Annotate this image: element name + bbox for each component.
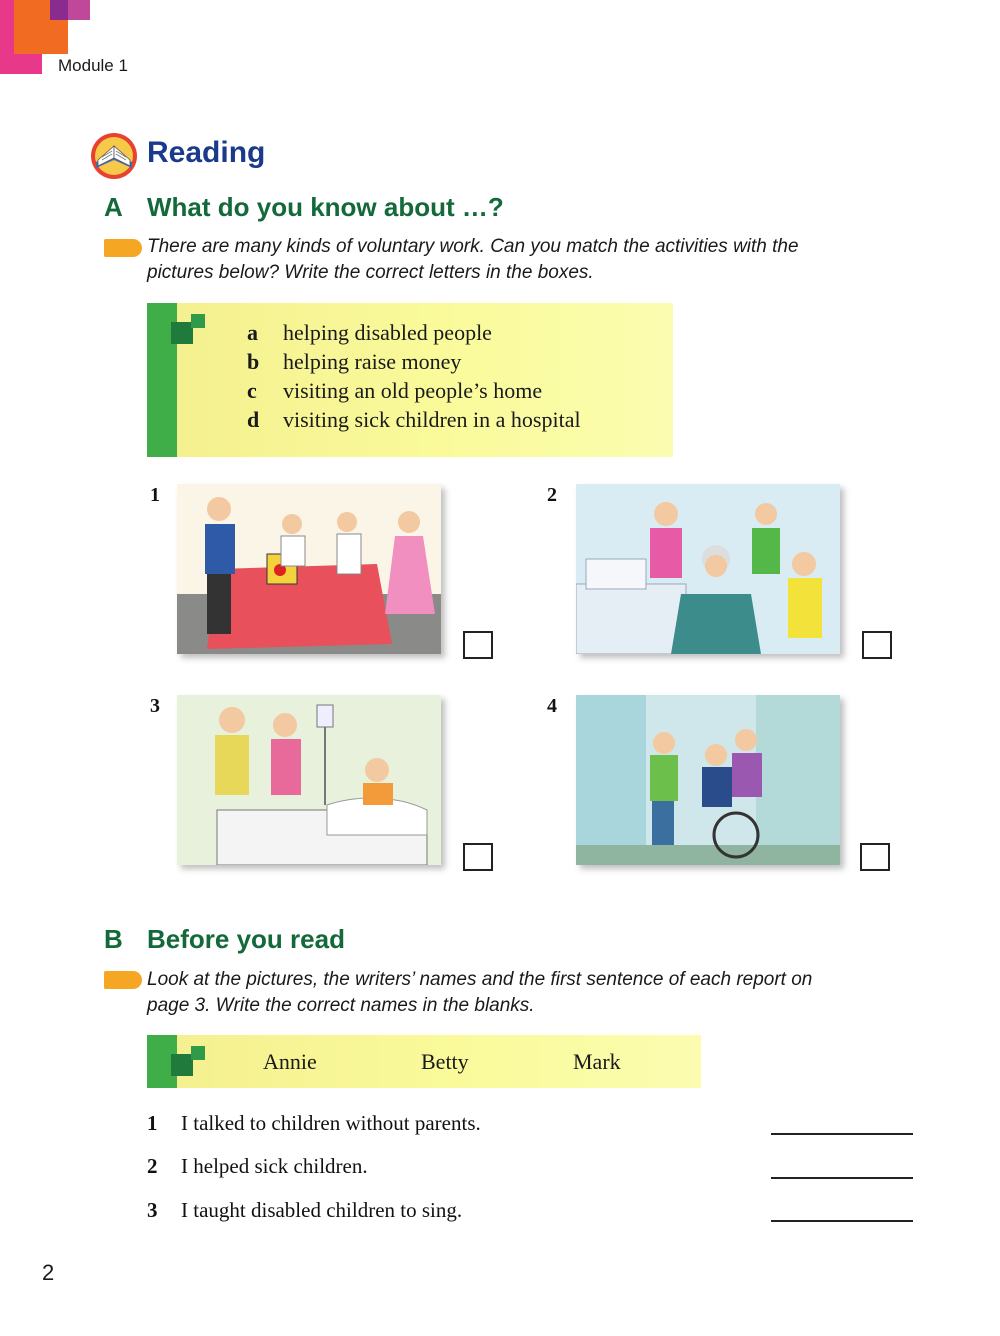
option-c: c visiting an old people’s home [247, 378, 543, 403]
section-b-title: Before you read [147, 924, 345, 954]
module-label: Module 1 [58, 56, 128, 75]
options-list [247, 320, 581, 436]
option-d: d visiting sick children in a hospital [247, 407, 581, 432]
picture-1-number: 1 [150, 484, 160, 506]
answer-box-4[interactable] [860, 843, 890, 871]
section-a-letter: A [104, 192, 123, 222]
name-annie: Annie [263, 1049, 317, 1074]
picture-4-number: 4 [547, 695, 557, 717]
question-1-number: 1 [147, 1111, 158, 1135]
name-betty: Betty [421, 1049, 469, 1074]
picture-2-number: 2 [547, 484, 557, 506]
book-icon [88, 132, 140, 180]
answer-blank-1[interactable] [771, 1133, 913, 1135]
answer-blank-3[interactable] [771, 1220, 913, 1222]
question-2-text: I helped sick children. [181, 1154, 368, 1178]
section-a-title: What do you know about …? [147, 192, 504, 222]
instruction-line-2: page 3. Write the correct names in the blanks. [147, 995, 535, 1016]
page-number: 2 [42, 1260, 55, 1285]
name-mark: Mark [573, 1049, 621, 1074]
names-box [147, 1035, 701, 1088]
question-1-text: I talked to children without parents. [181, 1111, 481, 1135]
corner-decoration-magenta [68, 0, 90, 20]
option-a: a helping disabled people [247, 320, 492, 345]
reading-title: Reading [147, 136, 266, 169]
box-square-small-icon [191, 314, 205, 328]
question-3-text: I taught disabled children to sing. [181, 1198, 463, 1222]
picture-2-old-peoples-home-illustration [576, 484, 840, 654]
answer-box-3[interactable] [463, 843, 493, 871]
box-square-small-icon [191, 1046, 205, 1060]
box-square-icon [171, 1054, 193, 1076]
question-2-number: 2 [147, 1154, 158, 1178]
picture-1-fundraising-illustration [177, 484, 441, 654]
section-b-letter: B [104, 924, 123, 954]
picture-3-number: 3 [150, 695, 160, 717]
question-3-number: 3 [147, 1198, 158, 1222]
section-b-instruction [147, 967, 907, 1019]
answer-box-2[interactable] [862, 631, 892, 659]
option-b: b helping raise money [247, 349, 462, 374]
answer-box-1[interactable] [463, 631, 493, 659]
instruction-line-1: Look at the pictures, the writers’ names and the first sentence of each report on [147, 969, 813, 990]
instruction-line-1: There are many kinds of voluntary work. Can you match the activities with the [147, 236, 799, 257]
section-a-instruction [147, 234, 907, 286]
instruction-line-2: pictures below? Write the correct letters in the boxes. [147, 262, 594, 283]
answer-blank-2[interactable] [771, 1177, 913, 1179]
picture-3-hospital-illustration [177, 695, 441, 865]
box-square-icon [171, 322, 193, 344]
instruction-bullet-icon [104, 239, 142, 257]
picture-4-disabled-people-illustration [576, 695, 840, 865]
instruction-bullet-icon [104, 971, 142, 989]
activities-box [147, 303, 673, 457]
